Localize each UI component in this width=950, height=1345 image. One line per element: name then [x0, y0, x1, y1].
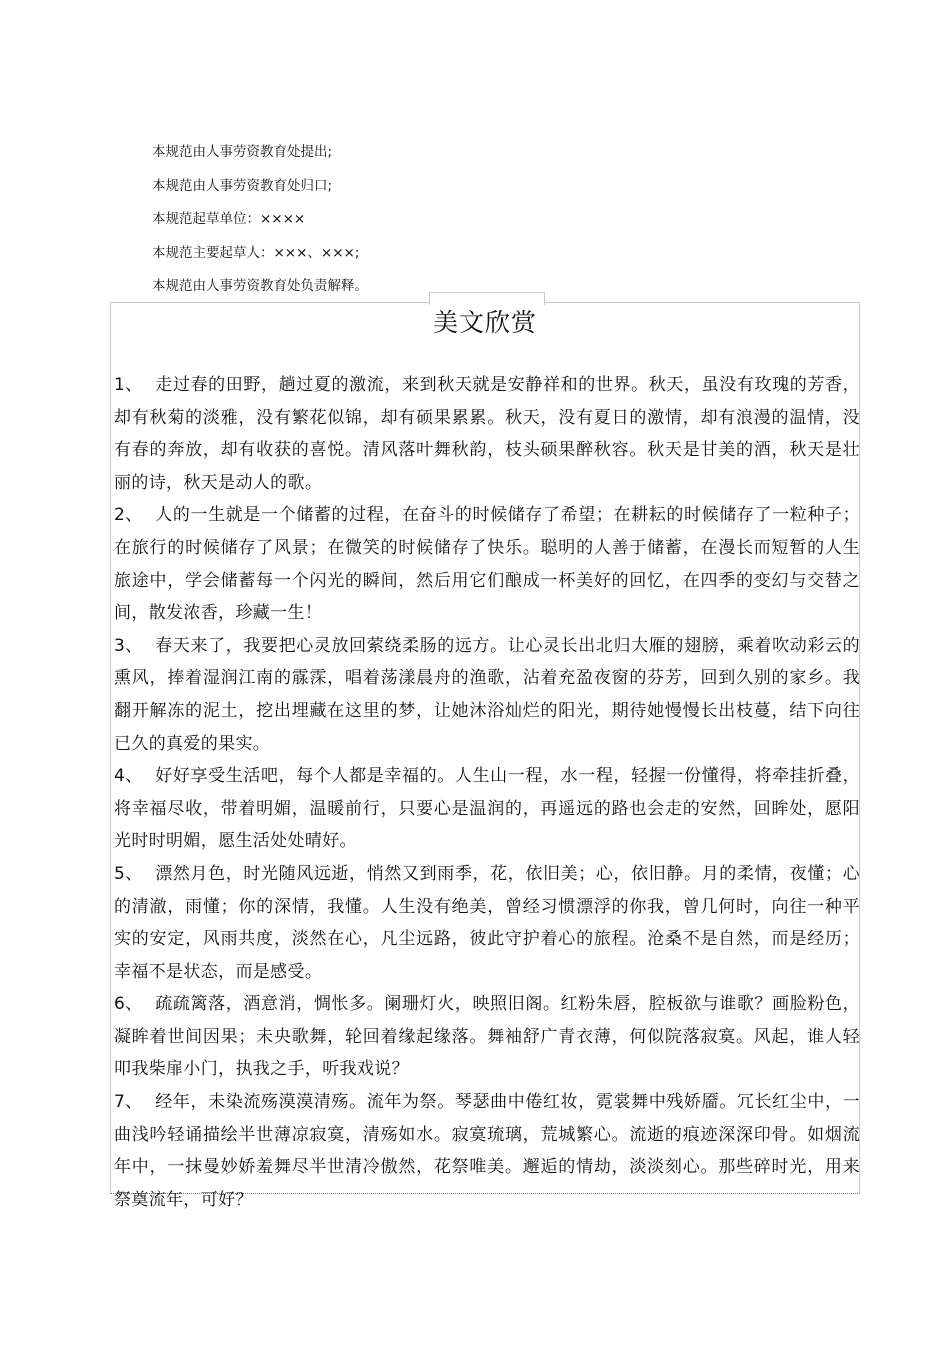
paragraph-text: 人的一生就是一个储蓄的过程，在奋斗的时候储存了希望；在耕耘的时候储存了一粒种子；在旅行的时候储存了风景；在微笑的时候储存了快乐。聪明的人善于储蓄，在漫长而短暂的人生旅途中，学会储蓄每一个闪光的瞬间，然后用它们酿成一杯美好的回忆，在四季的变幻与交替之间，散发浓香，珍藏一生！ — [114, 505, 860, 624]
paragraph-number: 3、 — [114, 635, 143, 656]
essay-box — [110, 302, 860, 1210]
paragraph-text: 疏疏篱落，酒意消，惆怅多。阑珊灯火，映照旧阁。红粉朱唇，腔板欲与谁歌？画脸粉色，凝眸着世间因果；未央歌舞，轮回着缘起缘落。舞袖舒广青衣薄，何似院落寂寞。风起，谁人轻叩我柴扉小门，执我之手，听我戏说？ — [114, 994, 860, 1080]
essay-title: 美文欣赏 — [432, 308, 537, 337]
essay-paragraph-6 — [114, 988, 860, 1086]
paragraph-text: 漂然月色，时光随风远逝，悄然又到雨季，花，依旧美；心，依旧静。月的柔情，夜懂；心的清澈，雨懂；你的深情，我懂。人生没有绝美，曾经习惯漂浮的你我，曾几何时，向往一种平实的安定，风雨共度，淡然在心，凡尘远路，彼此守护着心的旅程。沧桑不是自然，而是经历；幸福不是状态，而是感受。 — [114, 863, 860, 982]
note-drafting-unit: 本规范起草单位：×××× — [152, 211, 306, 227]
paragraph-text: 好好享受生活吧，每个人都是幸福的。人生山一程，水一程，轻握一份懂得，将牵挂折叠，将幸福尽收，带着明媚，温暖前行，只要心是温润的，再遥远的路也会走的安然，回眸处，愿阳光时时明媚，愿生活处处晴好。 — [114, 766, 860, 852]
note-main-drafters: 本规范主要起草人：×××、×××; — [152, 244, 360, 261]
title-tab — [429, 292, 545, 305]
paragraph-number: 5、 — [114, 863, 143, 884]
paragraph-number: 1、 — [114, 375, 143, 395]
essay-paragraph-1 — [114, 369, 860, 499]
paragraph-number: 2、 — [114, 505, 143, 526]
paragraph-text: 春天来了，我要把心灵放回萦绕柔肠的远方。让心灵长出北归大雁的翅膀，乘着吹动彩云的熏风，捧着湿润江南的霡霂，唱着荡漾晨舟的渔歌，沾着充盈夜窗的芬芳，回到久别的家乡。我翻开解冻的泥土，挖出埋藏在这里的梦，让她沐浴灿烂的阳光，期待她慢慢长出枝蔓，结下向往已久的真爱的果实。 — [114, 635, 860, 754]
note-administrator: 本规范由人事劳资教育处归口; — [152, 177, 333, 194]
paragraph-text: 经年，未染流殇漠漠清殇。流年为祭。琴瑟曲中倦红妆，霓裳舞中残娇靥。冗长红尘中，一曲浅吟轻诵描绘半世薄凉寂寞，清殇如水。寂寞琉璃，荒城繁心。流逝的痕迹深深印骨。如烟流年中，一抹曼妙娇羞舞尽半世清冷傲然，花祭唯美。邂逅的情劫，淡淡刻心。那些碎时光，用来祭奠流年，可好？ — [114, 1092, 860, 1210]
paragraph-number: 7、 — [114, 1092, 143, 1113]
paragraph-number: 6、 — [114, 994, 143, 1015]
note-interpretation: 本规范由人事劳资教育处负责解释。 — [152, 278, 368, 294]
header-notes — [152, 136, 852, 304]
essay-paragraph-7 — [114, 1086, 860, 1216]
essay-paragraph-5 — [114, 858, 860, 988]
essay-paragraph-4 — [114, 760, 860, 858]
essay-paragraph-3 — [114, 630, 860, 760]
essay-paragraphs — [114, 369, 860, 1216]
paragraph-text: 走过春的田野，趟过夏的激流，来到秋天就是安静祥和的世界。秋天，虽没有玫瑰的芳香，却有秋菊的淡雅，没有繁花似锦，却有硕果累累。秋天，没有夏日的激情，却有浪漫的温情，没有春的奔放，却有收获的喜悦。清风落叶舞秋韵，枝头硕果醉秋容。秋天是甘美的酒，秋天是壮丽的诗，秋天是动人的歌。 — [114, 375, 860, 493]
essay-paragraph-2 — [114, 499, 860, 629]
note-proposer: 本规范由人事劳资教育处提出; — [152, 144, 333, 160]
paragraph-number: 4、 — [114, 766, 143, 787]
